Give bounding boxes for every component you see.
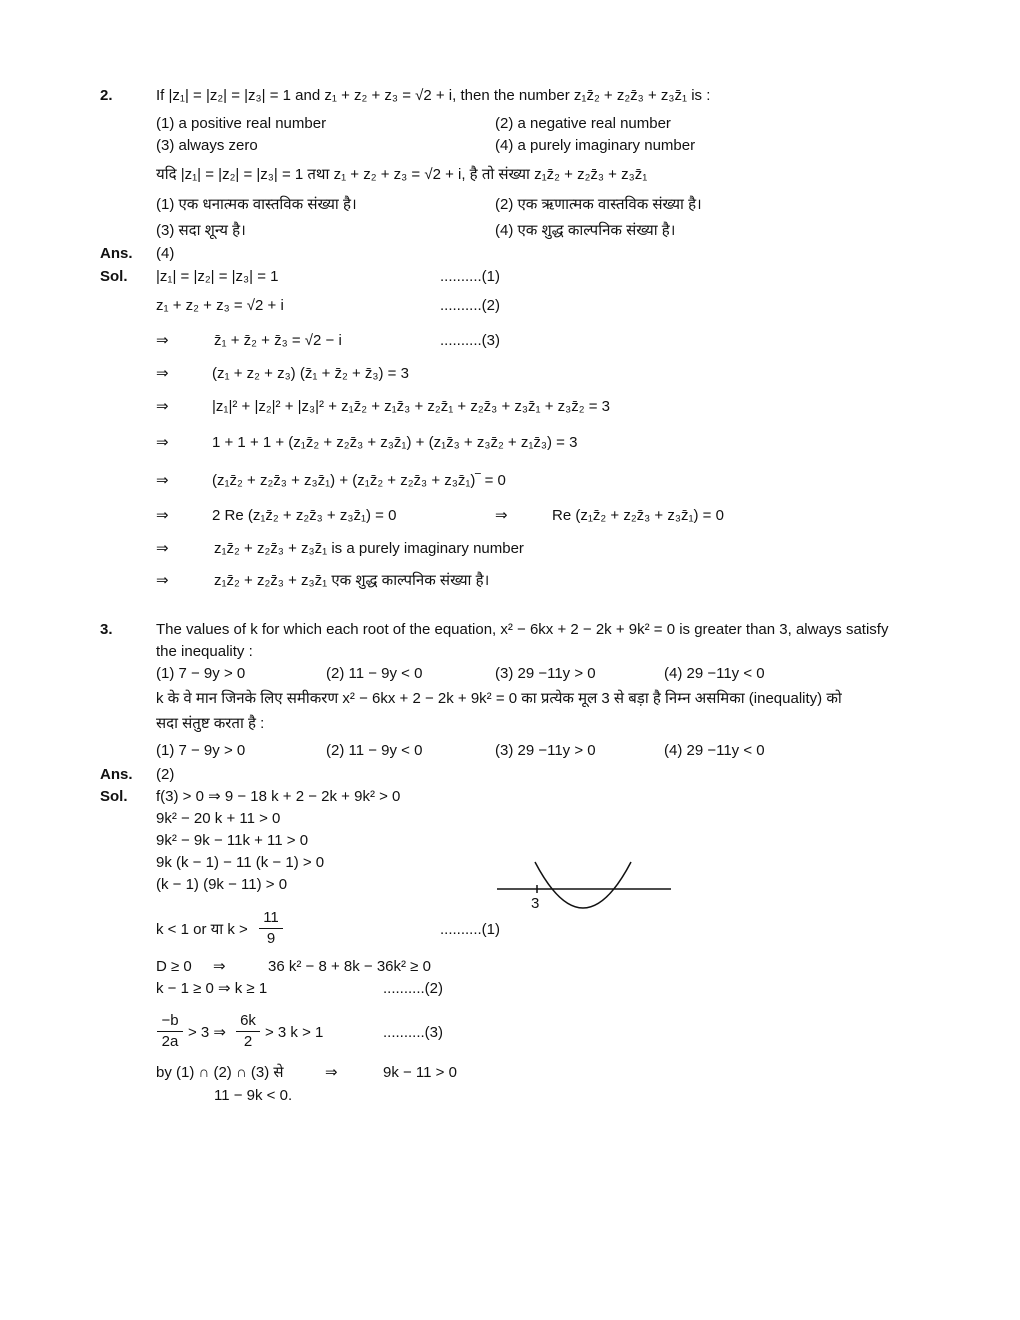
option-2: (2) 11 − 9y < 0: [326, 665, 423, 682]
fraction-bar: [236, 1031, 260, 1032]
implies-arrow: ⇒: [156, 434, 169, 451]
implies-arrow: ⇒: [156, 472, 169, 489]
option-4: (4) 29 −11y < 0: [664, 665, 765, 682]
solution-step: 9k² − 20 k + 11 > 0: [156, 810, 281, 827]
option-3: (3) 29 −11y > 0: [495, 665, 596, 682]
option-3: (3) 29 −11y > 0: [495, 742, 596, 759]
solution-step: Re (z₁z̄₂ + z₂z̄₃ + z₃z̄₁) = 0: [552, 507, 724, 524]
solution-step: 9k − 11 > 0: [383, 1064, 457, 1081]
solution-step: (z₁z̄₂ + z₂z̄₃ + z₃z̄₁) + (z₁z̄₂ + z₂z̄₃ + z₃z̄₁)‾ = 0: [212, 472, 506, 489]
solution-step: by (1) ∩ (2) ∩ (3) से: [156, 1064, 284, 1081]
option-1-en: (1) a positive real number: [156, 115, 327, 132]
implies-arrow: ⇒: [156, 572, 169, 589]
fraction: [236, 1012, 260, 1051]
fraction: [259, 909, 283, 948]
fraction: [157, 1012, 183, 1051]
implies-arrow: ⇒: [156, 507, 169, 524]
option-4-hi: (4) एक शुद्ध काल्पनिक संख्या है।: [495, 222, 676, 239]
solution-step: z₁z̄₂ + z₂z̄₃ + z₃z̄₁ is a purely imaginary number: [214, 540, 524, 557]
fraction-numerator: 6k: [240, 1012, 256, 1029]
fraction-denominator: 9: [266, 930, 276, 947]
fraction-denominator: 2: [243, 1033, 253, 1050]
option-4: (4) 29 −11y < 0: [664, 742, 765, 759]
question-text-hi: यदि |z₁| = |z₂| = |z₃| = 1 तथा z₁ + z₂ + z₃ = √2 + i, है तो संख्या z₁z̄₂ + z₂z̄₃ + z₃z̄₁: [156, 166, 648, 183]
implies-arrow: ⇒: [156, 540, 169, 557]
fraction-numerator: 11: [263, 909, 279, 926]
solution-step: f(3) > 0 ⇒ 9 − 18 k + 2 − 2k + 9k² > 0: [156, 788, 401, 805]
solution-step: |z₁|² + |z₂|² + |z₃|² + z₁z̄₂ + z₁z̄₃ + z₂z̄₁ + z₂z̄₃ + z₃z̄₁ + z₃z̄₂ = 3: [212, 398, 611, 415]
question-number: 2.: [100, 87, 113, 104]
equation-ref: ..........(1): [440, 921, 501, 938]
implies-arrow: ⇒: [156, 398, 169, 415]
option-2-hi: (2) एक ऋणात्मक वास्तविक संख्या है।: [495, 196, 702, 213]
solution-step: z₁z̄₂ + z₂z̄₃ + z₃z̄₁ एक शुद्ध काल्पनिक संख्या है।: [214, 572, 490, 589]
implies-arrow: ⇒: [156, 332, 169, 349]
solution-step: 1 + 1 + 1 + (z₁z̄₂ + z₂z̄₃ + z₃z̄₁) + (z₁z̄₃ + z₃z̄₂ + z₁z̄₃) = 3: [212, 434, 578, 451]
solution-step: |z₁| = |z₂| = |z₃| = 1: [156, 268, 279, 285]
question-text-en: the inequality :: [156, 643, 253, 660]
equation-ref: ..........(2): [440, 297, 501, 314]
solution-label: Sol.: [100, 788, 128, 805]
parabola-curve: [535, 862, 631, 908]
implies-arrow: ⇒: [325, 1064, 338, 1081]
equation-ref: ..........(3): [440, 332, 501, 349]
solution-step: 36 k² − 8 + 8k − 36k² ≥ 0: [268, 958, 431, 975]
fraction-bar: [259, 928, 283, 929]
option-2-en: (2) a negative real number: [495, 115, 671, 132]
question-number: 3.: [100, 621, 113, 638]
answer-value: (4): [156, 245, 175, 262]
option-3-hi: (3) सदा शून्य है।: [156, 222, 246, 239]
option-2: (2) 11 − 9y < 0: [326, 742, 423, 759]
fraction-numerator: −b: [161, 1012, 179, 1029]
solution-step: 11 − 9k < 0.: [214, 1087, 293, 1104]
solution-step: D ≥ 0: [156, 958, 192, 975]
fraction-bar: [157, 1031, 183, 1032]
equation-ref: ..........(1): [440, 268, 501, 285]
option-1-hi: (1) एक धनात्मक वास्तविक संख्या है।: [156, 196, 357, 213]
solution-step: 2 Re (z₁z̄₂ + z₂z̄₃ + z₃z̄₁) = 0: [212, 507, 397, 524]
answer-label: Ans.: [100, 766, 133, 783]
solution-label: Sol.: [100, 268, 128, 285]
solution-step: z₁ + z₂ + z₃ = √2 + i: [156, 297, 284, 314]
question-text-en: The values of k for which each root of the equation, x² − 6kx + 2 − 2k + 9k² = 0 is greater than 3, always satisfy: [156, 621, 889, 638]
solution-step: k < 1 or या k >: [156, 921, 248, 938]
question-text-en: If |z₁| = |z₂| = |z₃| = 1 and z₁ + z₂ + z₃ = √2 + i, then the number z₁z̄₂ + z₂z̄₃ + z₃z̄₁ is :: [156, 87, 711, 104]
option-3-en: (3) always zero: [156, 137, 258, 154]
solution-step: z̄₁ + z̄₂ + z̄₃ = √2 − i: [214, 332, 342, 349]
question-text-hi: k के वे मान जिनके लिए समीकरण x² − 6kx + 2 − 2k + 9k² = 0 का प्रत्येक मूल 3 से बड़ा है निम्न असमिका (inequality) को: [156, 690, 842, 707]
equation-ref: ..........(2): [383, 980, 444, 997]
option-1: (1) 7 − 9y > 0: [156, 665, 246, 682]
solution-step: 9k (k − 1) − 11 (k − 1) > 0: [156, 854, 325, 871]
graph-label: 3: [531, 895, 540, 912]
answer-value: (2): [156, 766, 175, 783]
option-1: (1) 7 − 9y > 0: [156, 742, 246, 759]
implies-arrow: ⇒: [495, 507, 508, 524]
solution-step: 9k² − 9k − 11k + 11 > 0: [156, 832, 309, 849]
solution-step: (k − 1) (9k − 11) > 0: [156, 876, 288, 893]
equation-ref: ..........(3): [383, 1024, 444, 1041]
solution-step: k − 1 ≥ 0 ⇒ k ≥ 1: [156, 980, 268, 997]
solution-step: (z₁ + z₂ + z₃) (z̄₁ + z̄₂ + z̄₃) = 3: [212, 365, 409, 382]
fraction-denominator: 2a: [161, 1033, 179, 1050]
question-text-hi: सदा संतुष्ट करता है :: [156, 715, 265, 732]
implies-arrow: ⇒: [156, 365, 169, 382]
solution-step: > 3 k > 1: [265, 1024, 324, 1041]
answer-label: Ans.: [100, 245, 133, 262]
option-4-en: (4) a purely imaginary number: [495, 137, 696, 154]
solution-step: > 3 ⇒: [188, 1024, 227, 1041]
parabola-graph: [495, 858, 675, 918]
implies-arrow: ⇒: [213, 958, 226, 975]
